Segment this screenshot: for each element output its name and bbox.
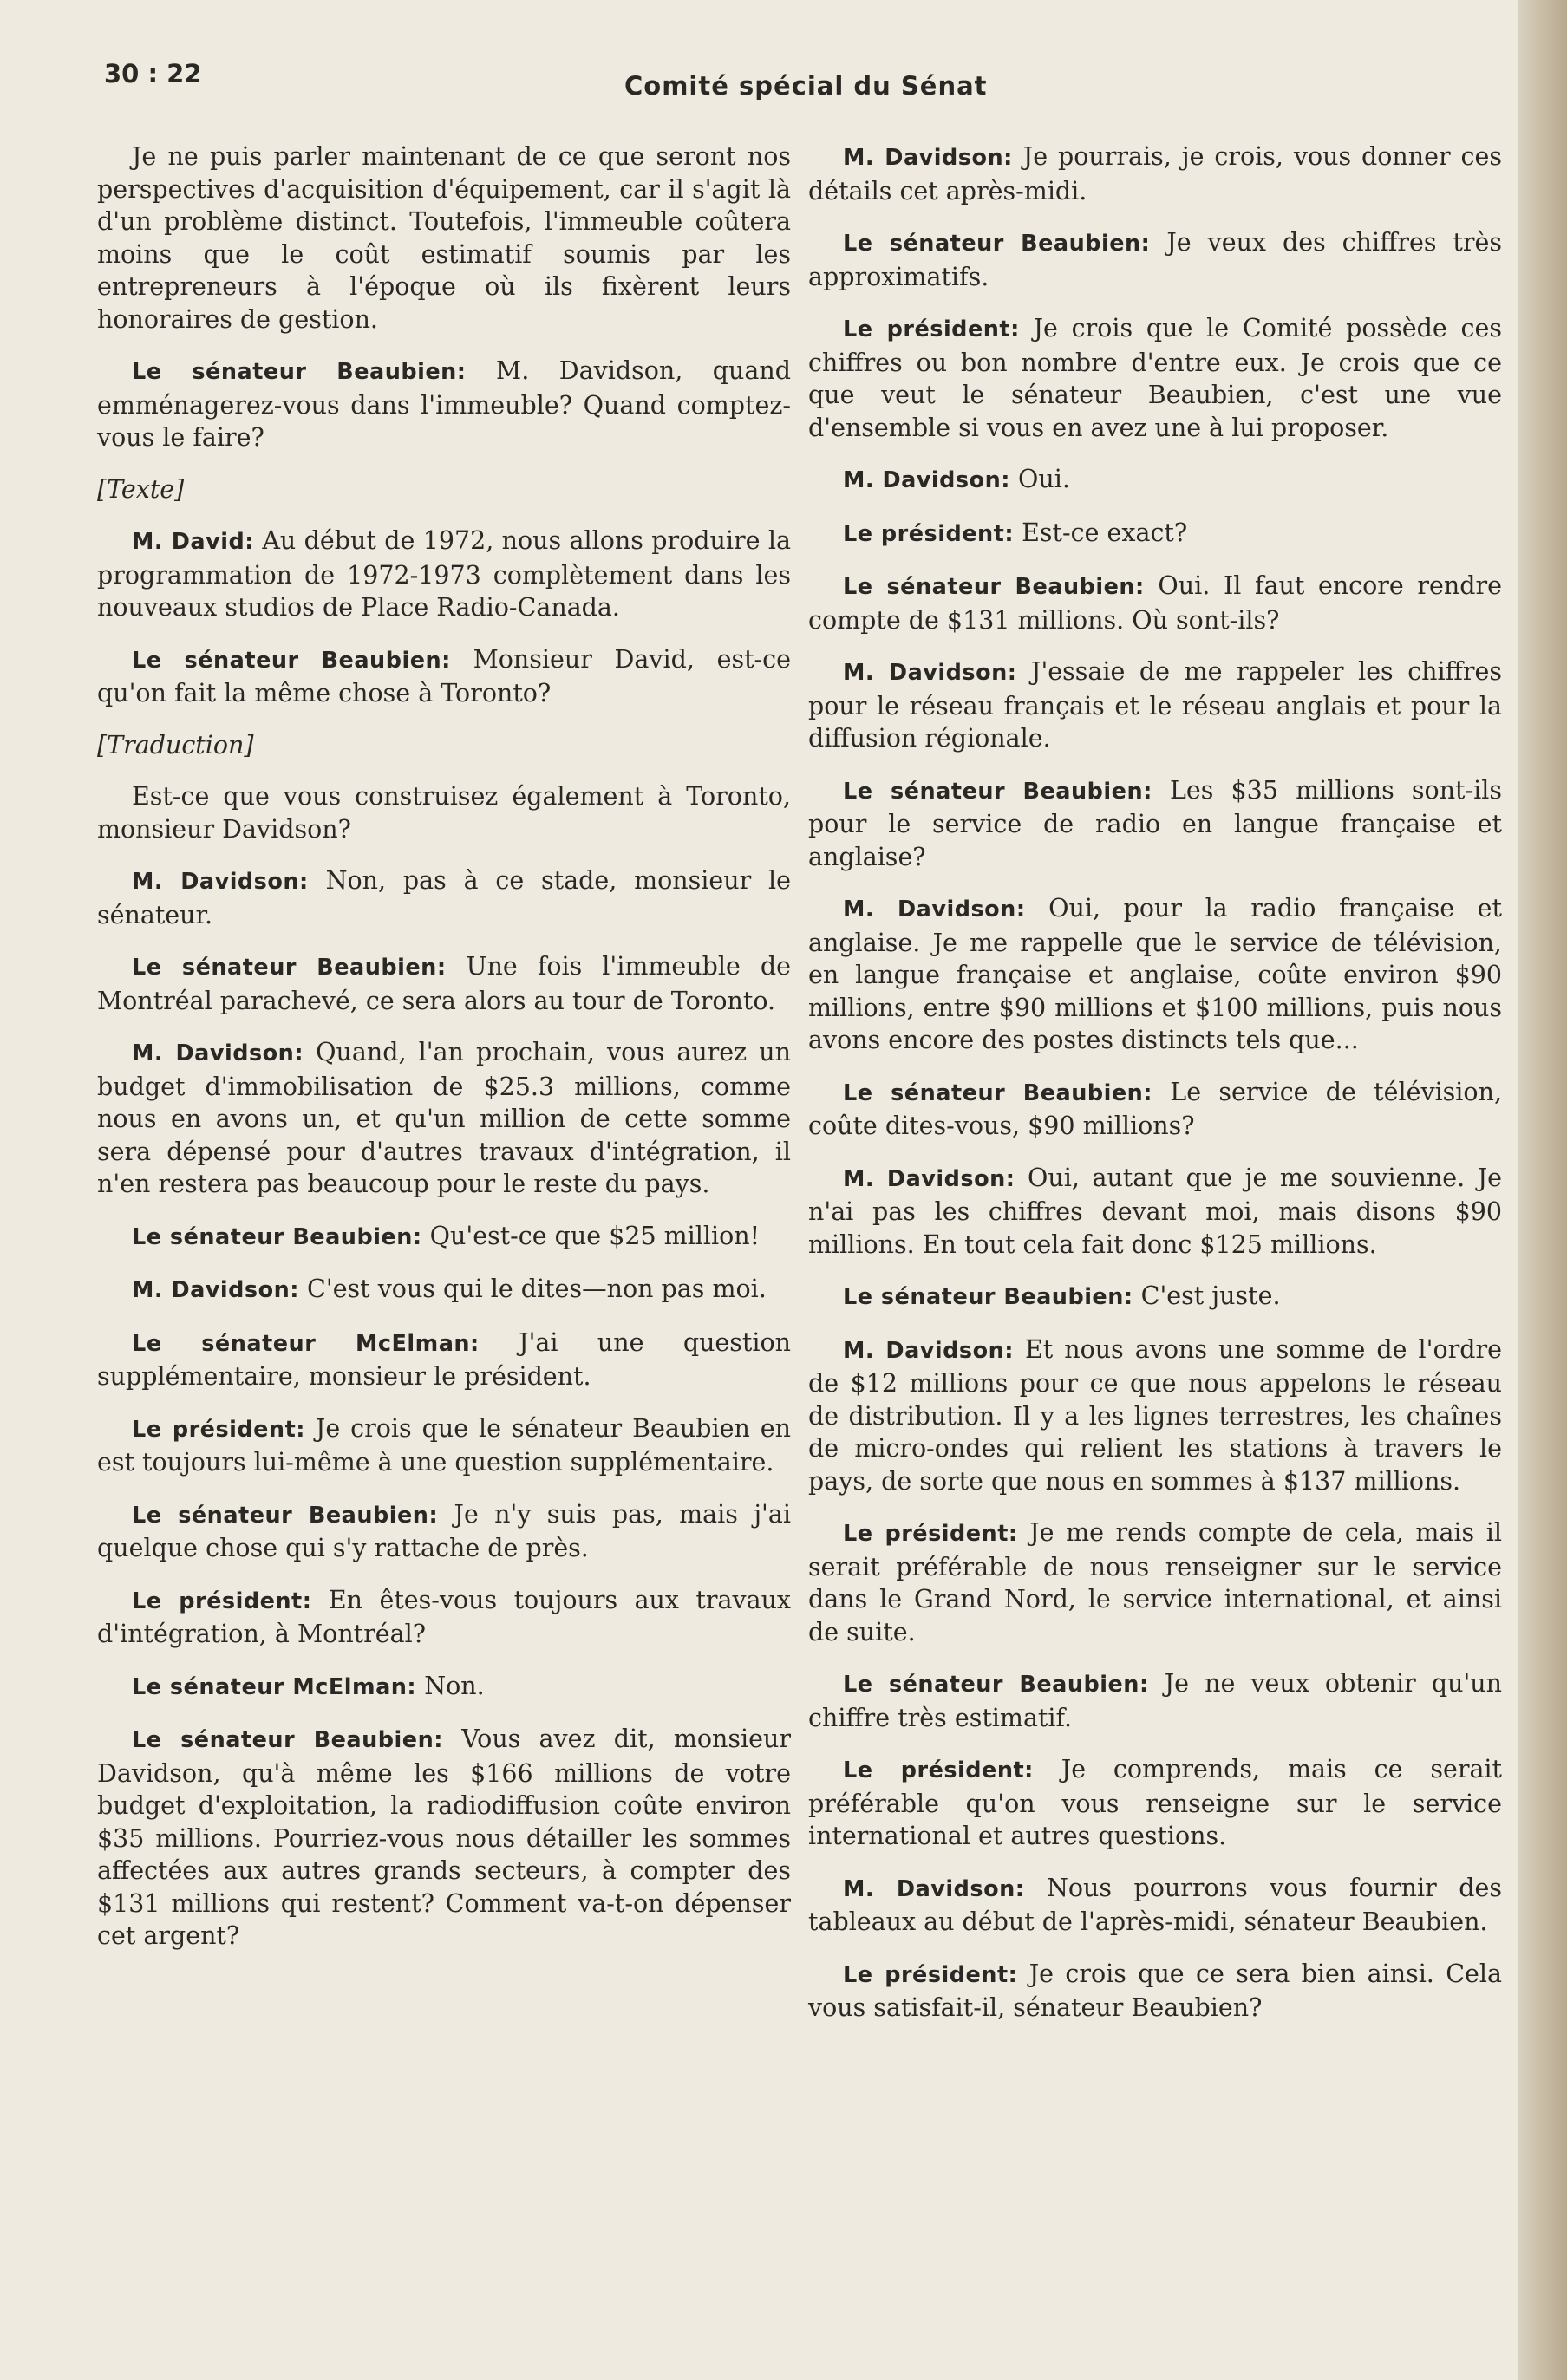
transcript-paragraph: [97, 1327, 791, 1393]
speech-text: En êtes-vous toujours aux travaux d'intégration, à Montréal?: [97, 1585, 792, 1648]
speaker-name: Le président:: [843, 520, 1015, 547]
speaker-name: M. Davidson:: [132, 1277, 299, 1303]
speech-text: Au début de 1972, nous allons produire la programmation de 1972-1973 complètement dans les nouveaux studios de Place Radio-Canada.: [97, 526, 791, 622]
transcript-paragraph: [97, 950, 791, 1017]
language-marker: [Texte]: [97, 474, 185, 504]
transcript-paragraph: [808, 517, 1502, 551]
speaker-name: Le sénateur Beaubien:: [132, 1502, 439, 1529]
transcript-paragraph: [97, 1273, 791, 1307]
speaker-name: Le sénateur Beaubien:: [132, 955, 447, 981]
speech-text: Qu'est-ce que $25 million!: [429, 1221, 761, 1250]
speech-text: Je pourrais, je crois, vous donner ces détails cet après-midi.: [808, 142, 1502, 205]
speech-text: C'est vous qui le dites—non pas moi.: [307, 1275, 767, 1303]
speaker-name: M. Davidson:: [843, 1337, 1014, 1364]
transcript-paragraph: [97, 1584, 791, 1651]
speech-text: Est-ce exact?: [1022, 518, 1188, 547]
speaker-name: M. Davidson:: [843, 897, 1026, 923]
speech-text: Je me rends compte de cela, mais il serait préférable de nous renseigner sur le service dans le Grand Nord, le service international, et ainsi de suite.: [808, 1518, 1502, 1646]
language-marker: [Traduction]: [97, 730, 254, 760]
speaker-name: Le président:: [843, 316, 1020, 342]
speech-text: J'essaie de me rappeler les chiffres pour le réseau français et le réseau anglais et pour la diffusion régionale.: [808, 657, 1503, 753]
speaker-name: Le sénateur McElman:: [132, 1673, 417, 1700]
transcript-paragraph: [97, 355, 791, 454]
transcript-paragraph: [808, 463, 1502, 498]
speaker-name: M. Davidson:: [843, 1165, 1015, 1192]
speech-text: Oui. Il faut encore rendre compte de $131 millions. Où sont-ils?: [808, 571, 1503, 635]
transcript-paragraph: [808, 774, 1502, 874]
speech-text: Non.: [424, 1671, 485, 1700]
speech-text: Vous avez dit, monsieur Davidson, qu'à même les $166 millions de votre budget d'exploitation, la radiodiffusion coûte environ $35 millions. Pourriez-vous nous détailler les sommes affectées aux autres grands secteurs, à compter des $131 millions qui restent? Comment va-t-on dépenser cet argent?: [97, 1725, 791, 1950]
speaker-name: Le sénateur Beaubien:: [132, 1223, 422, 1250]
transcript-paragraph: [97, 1723, 791, 1953]
speaker-name: Le sénateur Beaubien:: [132, 1727, 443, 1753]
speech-text: Une fois l'immeuble de Montréal parachevé, ce sera alors au tour de Toronto.: [97, 952, 791, 1015]
speaker-name: Le sénateur McElman:: [132, 1330, 480, 1357]
speaker-name: Le président:: [843, 1521, 1018, 1547]
transcript-paragraph: [97, 140, 791, 336]
transcript-paragraph: [97, 780, 791, 845]
transcript-paragraph: [97, 1220, 791, 1255]
speech-text: Je veux des chiffres très approximatifs.: [808, 228, 1502, 291]
transcript-paragraph: [808, 1162, 1502, 1262]
transcript-paragraph: [97, 1036, 791, 1201]
speaker-name: Le sénateur Beaubien:: [132, 359, 467, 385]
speaker-name: M. Davidson:: [843, 1875, 1025, 1902]
speech-text: C'est juste.: [1140, 1281, 1281, 1310]
transcript-paragraph: [808, 1516, 1502, 1648]
speaker-name: Le sénateur Beaubien:: [843, 1079, 1153, 1106]
transcript-paragraph: [97, 1498, 791, 1565]
speaker-name: Le sénateur Beaubien:: [132, 647, 451, 674]
speaker-name: Le sénateur Beaubien:: [843, 1284, 1133, 1310]
speech-text: Je comprends, mais ce serait préférable qu'on vous renseigne sur le service international et autres questions.: [808, 1755, 1502, 1850]
speech-text: Non, pas à ce stade, monsieur le sénateur.: [97, 866, 792, 929]
left-column: [97, 140, 791, 1972]
speaker-name: Le président:: [132, 1588, 312, 1614]
speaker-name: Le sénateur Beaubien:: [843, 1672, 1149, 1698]
transcript-paragraph: [808, 226, 1502, 293]
transcript-paragraph: [808, 312, 1502, 444]
speech-text: Est-ce que vous construisez également à Toronto, monsieur Davidson?: [97, 782, 791, 844]
speaker-name: M. Davidson:: [843, 467, 1010, 493]
transcript-paragraph: [808, 892, 1502, 1057]
page-header: [104, 59, 1509, 111]
transcript-paragraph: [808, 1872, 1502, 1939]
speech-text: Je n'y suis pas, mais j'ai quelque chose qui s'y rattache de près.: [97, 1499, 791, 1562]
speaker-name: Le sénateur Beaubien:: [843, 574, 1145, 600]
speaker-name: Le président:: [843, 1757, 1034, 1783]
transcript-paragraph: [97, 525, 791, 624]
speaker-name: Le président:: [132, 1416, 305, 1443]
transcript-paragraph: [808, 1667, 1502, 1734]
speech-text: Oui.: [1018, 465, 1070, 493]
transcript-paragraph: [97, 1412, 791, 1479]
speech-text: Les $35 millions sont-ils pour le service de radio en langue française et anglaise?: [808, 775, 1502, 871]
transcript-paragraph: [97, 1670, 791, 1705]
speech-text: Je crois que ce sera bien ainsi. Cela vous satisfait-il, sénateur Beaubien?: [808, 1959, 1502, 2022]
transcript-paragraph: [808, 1753, 1502, 1853]
running-head: Comité spécial du Sénat: [624, 71, 988, 101]
transcript-paragraph: [808, 1280, 1502, 1314]
speech-text: Je ne puis parler maintenant de ce que seront nos perspectives d'acquisition d'équipement, car il s'agit là d'un problème distinct. Toutefois, l'immeuble coûtera moins que le coût estimatif soumis par les entrepreneurs à l'époque où ils fixèrent leurs honoraires de gestion.: [97, 142, 791, 334]
speech-text: Et nous avons une somme de l'ordre de $12 millions pour ce que nous appelons le réseau de distribution. Il y a les lignes terrestres, les chaînes de micro-ondes qui relient les stations à travers le pays, de sorte que nous en sommes à $137 millions.: [808, 1334, 1502, 1496]
transcript-paragraph: [808, 1333, 1502, 1498]
speech-text: Je crois que le Comité possède ces chiffres ou bon nombre d'entre eux. Je crois que ce que veut le sénateur Beaubien, c'est une vue d'ensemble si vous en avez une à lui proposer.: [808, 314, 1502, 442]
speech-text: Oui, autant que je me souvienne. Je n'ai pas les chiffres devant moi, mais disons $90 millions. En tout cela fait donc $125 millions.: [808, 1163, 1502, 1259]
speech-text: Monsieur David, est-ce qu'on fait la même chose à Toronto?: [97, 644, 791, 707]
speech-text: Le service de télévision, coûte dites-vous, $90 millions?: [808, 1077, 1502, 1140]
transcript-paragraph: [808, 1076, 1502, 1143]
speaker-name: Le sénateur Beaubien:: [843, 231, 1151, 257]
speaker-name: M. Davidson:: [132, 869, 309, 895]
speech-text: J'ai une question supplémentaire, monsieur le président.: [97, 1327, 791, 1391]
page-edge: [1518, 0, 1567, 2380]
speech-text: Je crois que le sénateur Beaubien en est toujours lui-même à une question supplémentaire.: [97, 1413, 791, 1477]
transcript-paragraph: [808, 140, 1502, 207]
transcript-paragraph: [808, 1958, 1502, 2025]
speaker-name: M. Davidson:: [843, 145, 1013, 171]
transcript-paragraph: [808, 655, 1502, 755]
transcript-paragraph: [97, 864, 791, 931]
speaker-name: M. Davidson:: [843, 660, 1017, 686]
transcript-paragraph: [97, 643, 791, 710]
speech-text: Je ne veux obtenir qu'un chiffre très estimatif.: [808, 1669, 1502, 1732]
right-column: [808, 140, 1502, 2044]
speech-text: Nous pourrons vous fournir des tableaux au début de l'après-midi, sénateur Beaubien.: [808, 1873, 1502, 1936]
page-number: 30 : 22: [104, 59, 202, 88]
speech-text: Quand, l'an prochain, vous aurez un budget d'immobilisation de $25.3 millions, comme nous en avons un, et qu'un million de cette somme sera dépensé pour d'autres travaux d'intégration, il n'en restera pas beaucoup pour le reste du pays.: [97, 1038, 791, 1198]
speech-text: Oui, pour la radio française et anglaise. Je me rappelle que le service de télévision, en langue française et anglaise, coûte environ $90 millions, entre $90 millions et $100 millions, puis nous avons encore des postes distincts tels que...: [808, 894, 1502, 1054]
speaker-name: M. Davidson:: [132, 1040, 304, 1066]
transcript-paragraph: [808, 570, 1502, 636]
speaker-name: Le président:: [843, 1961, 1018, 1988]
speaker-name: Le sénateur Beaubien:: [843, 778, 1152, 805]
speech-text: M. Davidson, quand emménagerez-vous dans l'immeuble? Quand comptez-vous le faire?: [97, 356, 791, 452]
speaker-name: M. David:: [132, 529, 254, 555]
